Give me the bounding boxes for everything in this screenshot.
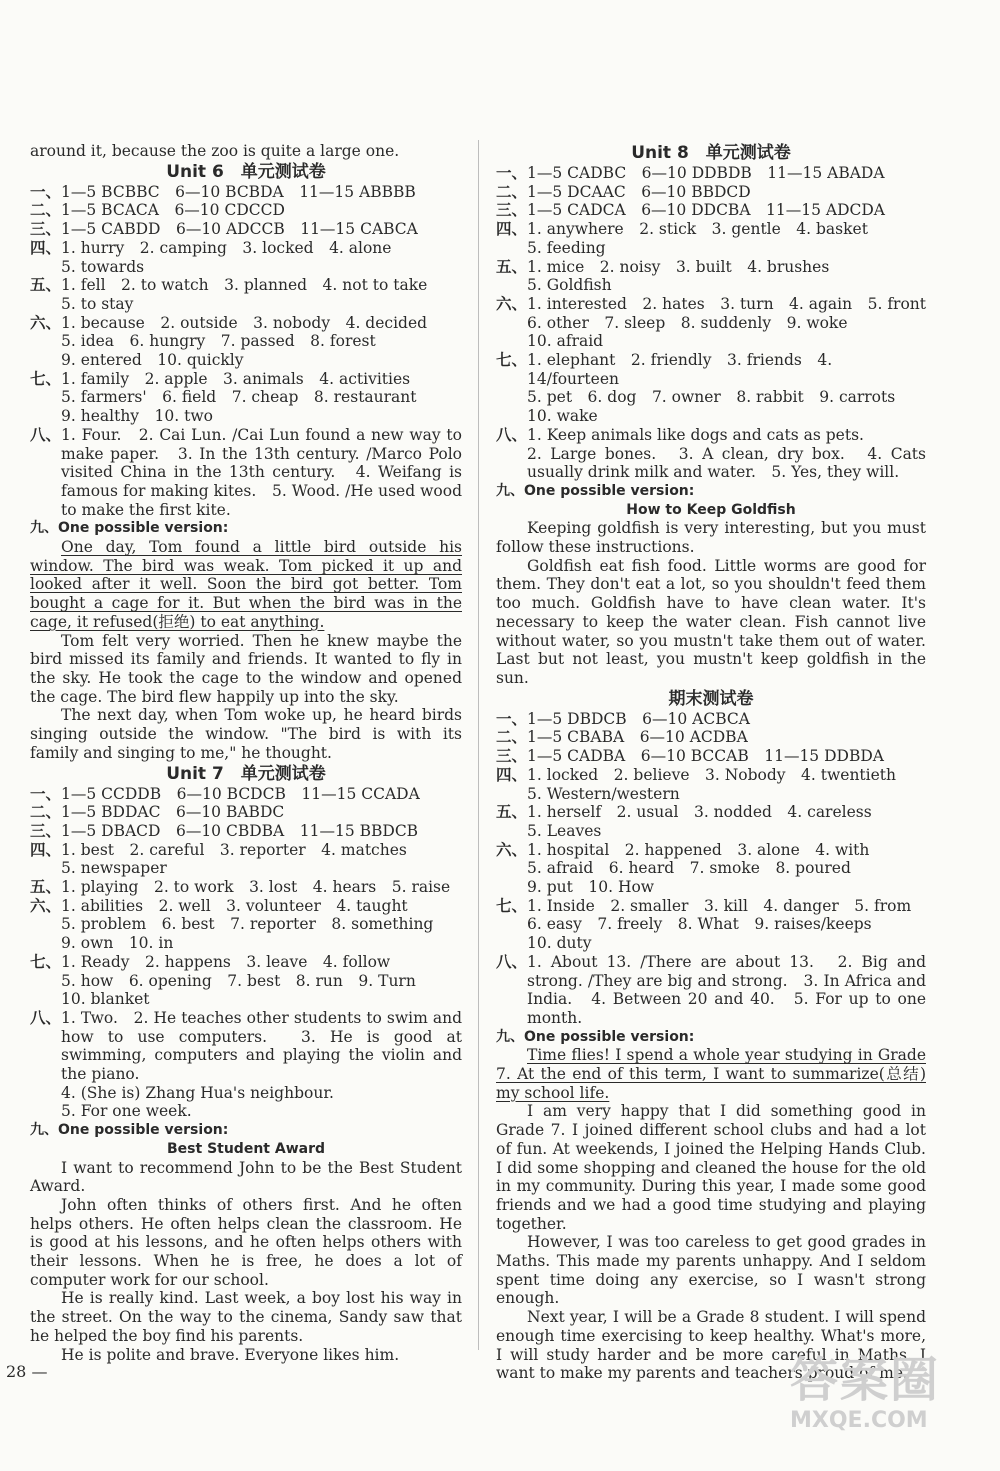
answer-row	[496, 953, 926, 1028]
answer-text: 5. problem 6. best 7. reporter 8. something	[61, 915, 434, 934]
answer-text: 1—5 DBACD 6—10 CBDBA 11—15 BBDCB	[61, 821, 419, 840]
answer-row	[30, 314, 462, 370]
answer-text: 10. blanket	[61, 990, 150, 1009]
section-number: 六、	[30, 895, 62, 915]
section-number: 四、	[30, 237, 62, 257]
right-column	[496, 142, 926, 1383]
answer-text: 5. towards	[61, 257, 145, 276]
answer-row	[30, 183, 462, 202]
answer-text: 9. put 10. How	[527, 878, 655, 897]
section-number: 五、	[496, 256, 528, 276]
answer-row	[30, 897, 462, 953]
answer-text: 1. locked 2. believe 3. Nobody 4. twentieth	[527, 765, 896, 784]
unit8-answers	[496, 164, 926, 482]
answer-row	[30, 785, 462, 804]
section-number: 二、	[30, 200, 62, 220]
section-number: 七、	[496, 895, 528, 915]
answer-text: 1. Ready 2. happens 3. leave 4. follow	[61, 952, 391, 971]
watermark-logo	[790, 1341, 970, 1451]
left-column	[30, 142, 462, 1364]
watermark-brand: 答案圈	[790, 1352, 941, 1408]
answer-text: 1. hurry 2. camping 3. locked 4. alone	[61, 238, 392, 257]
essay-paragraph: Keeping goldfish is very interesting, but you must follow these instructions.	[496, 519, 926, 557]
answer-row	[496, 258, 926, 295]
section-number: 一、	[496, 708, 528, 728]
version-heading: 九、One possible version:	[30, 520, 229, 537]
essay-paragraph: I am very happy that I did something good in Grade 7. I joined different school clubs and had a lot of fun. At weekends, I joined the Helping Hands Club. I did some shopping and cleaned the house for the old in my community. During this year, I made some good friends and we had a good time studying and playing together.	[496, 1102, 926, 1233]
final-answers	[496, 710, 926, 1028]
section-number: 二、	[496, 181, 528, 201]
answer-text: 1—5 BCACA 6—10 CDCCD	[61, 201, 285, 220]
answer-row	[496, 897, 926, 953]
answer-row	[30, 426, 462, 520]
essay-paragraph: Next year, I will be a Grade 8 student. I will spend enough time exercising to keep healthy. What's more, I will study harder and be more careful in Maths. I want to make my parents and teachers proud of me.	[496, 1308, 926, 1383]
answer-row	[496, 351, 926, 426]
column-divider	[478, 140, 479, 1350]
answer-text: 1. Two. 2. He teaches other students to swim and how to use computers. 3. He is good at swimming, computers and playing the violin and the piano.	[61, 1008, 462, 1084]
essay-paragraph: The next day, when Tom woke up, he heard birds singing outside the window. "The bird is with its family and singing to me," he thought.	[30, 706, 462, 762]
answer-text: 1. fell 2. to watch 3. planned 4. not to take	[61, 276, 428, 295]
section-number: 四、	[30, 839, 62, 859]
section-number: 五、	[30, 877, 62, 897]
answer-row	[496, 710, 926, 729]
answer-row	[30, 1009, 462, 1121]
answer-text: 1. Four. 2. Cai Lun. /Cai Lun found a new way to make paper. 3. In the 13th century. /Marco Polo visited China in the 13th century. 4. Weifang is famous for making kites. 5. Wood. /He used wood to make the first kite.	[61, 425, 462, 519]
section-number: 七、	[496, 350, 528, 370]
essay-title: Best Student Award	[167, 1140, 325, 1157]
answer-text: 10. afraid	[527, 332, 604, 351]
answer-text: 1. hospital 2. happened 3. alone 4. with	[527, 840, 870, 859]
section-number: 一、	[30, 783, 62, 803]
unit6-answers	[30, 183, 462, 520]
answer-text: 5. pet 6. dog 7. owner 8. rabbit 9. carrots	[527, 388, 896, 407]
section-number: 六、	[30, 312, 62, 332]
answer-text: 1—5 CADCA 6—10 DDCBA 11—15 ADCDA	[527, 201, 885, 220]
answer-text: 1. About 13. /There are about 13. 2. Big and strong. /They are big and strong. 3. In Africa and India. 4. Between 20 and 40. 5. For up to one month.	[527, 952, 926, 1027]
section-number: 八、	[496, 424, 528, 444]
answer-row	[496, 728, 926, 747]
answer-row	[30, 841, 462, 878]
answer-row	[496, 426, 926, 482]
answer-row	[496, 295, 926, 351]
answer-text: 1—5 CABDD 6—10 ADCCB 11—15 CABCA	[61, 220, 418, 239]
section-number: 六、	[496, 293, 528, 313]
section-number: 二、	[30, 802, 62, 822]
answer-text: 1. herself 2. usual 3. nodded 4. careless	[527, 803, 872, 822]
version-heading: 九、One possible version:	[496, 482, 695, 499]
section-number: 七、	[30, 368, 62, 388]
essay-paragraph: I want to recommend John to be the Best Student Award.	[30, 1158, 462, 1196]
answer-row	[30, 201, 462, 220]
version-heading: 九、One possible version:	[30, 1122, 229, 1139]
answer-text: 1. family 2. apple 3. animals 4. activities	[61, 369, 411, 388]
answer-text: 6. other 7. sleep 8. suddenly 9. woke	[527, 313, 848, 332]
section-number: 二、	[496, 727, 528, 747]
section-number: 三、	[496, 746, 528, 766]
essay-paragraph: Tom felt very worried. Then he knew maybe the bird missed its family and friends. It wanted to fly in the sky. He took the cage to the window and opened the cage. The bird flew happily up into the sky.	[30, 631, 462, 706]
section-number: 八、	[496, 951, 528, 971]
answer-text: 5. Leaves	[527, 821, 602, 840]
answer-text: 1. anywhere 2. stick 3. gentle 4. basket	[527, 220, 868, 239]
answer-row	[496, 803, 926, 840]
answer-text: 1—5 CADBC 6—10 DDBDB 11—15 ABADA	[527, 164, 885, 182]
unit8-title: Unit 8 单元测试卷	[631, 143, 791, 163]
answer-text: 9. own 10. in	[61, 934, 174, 953]
section-number: 七、	[30, 951, 62, 971]
section-number: 四、	[496, 764, 528, 784]
answer-text: 5. For one week.	[61, 1102, 192, 1121]
answer-row	[30, 239, 462, 276]
answer-text: 5. afraid 6. heard 7. smoke 8. poured	[527, 859, 851, 878]
answer-row	[496, 183, 926, 202]
watermark-site: MXQE.COM	[790, 1408, 928, 1433]
answer-text: 6. easy 7. freely 8. What 9. raises/keeps	[527, 915, 872, 934]
answer-text: 1—5 DCAAC 6—10 BBDCD	[527, 182, 751, 201]
section-number: 三、	[30, 820, 62, 840]
answer-text: 5. feeding	[527, 238, 606, 257]
answer-text: 1. mice 2. noisy 3. built 4. brushes	[527, 257, 830, 276]
answer-row	[496, 164, 926, 183]
answer-row	[496, 766, 926, 803]
answer-text: 1. Inside 2. smaller 3. kill 4. danger 5. from	[527, 896, 912, 915]
section-number: 五、	[30, 275, 62, 295]
answer-text: 5. farmers' 6. field 7. cheap 8. restaurant	[61, 388, 417, 407]
answer-text: 5. to stay	[61, 294, 134, 313]
answer-text: 10. duty	[527, 934, 592, 953]
answer-text: 1. interested 2. hates 3. turn 4. again 5. front	[527, 294, 927, 313]
final-exam-title: 期末测试卷	[668, 688, 754, 709]
answer-text: 1—5 DBDCB 6—10 ACBCA	[527, 709, 750, 728]
answer-row	[496, 201, 926, 220]
essay-paragraph: He is polite and brave. Everyone likes him.	[61, 1345, 400, 1364]
answer-row	[30, 276, 462, 313]
essay-paragraph: John often thinks of others first. And he often helps others. He often helps clean the classroom. He is good at his lessons, and he often helps others with their lessons. When he is free, he does a lot of computer work for our school.	[30, 1195, 462, 1289]
answer-text: 1—5 BCBBC 6—10 BCBDA 11—15 ABBBB	[61, 182, 416, 201]
answer-row	[30, 370, 462, 426]
unit7-title: Unit 7 单元测试卷	[166, 763, 326, 784]
essay-paragraph: Goldfish eat fish food. Little worms are good for them. They don't eat a lot, so you shouldn't feed them too much. Goldfish have to have clean water. It's necessary to keep the water clean. Fish cannot live without water, so you mustn't take them out of water. Last but not least, you mustn't keep goldfish in the sun.	[496, 556, 926, 687]
essay-paragraph: One day, Tom found a little bird outside his window. The bird was weak. Tom picked it up and looked after it well. Soon the bird got better. Tom bought a cage for it. But when the bird was in the cage, it refused(拒绝) to eat anything.	[30, 538, 462, 631]
section-number: 八、	[30, 1007, 62, 1027]
version-heading: 九、One possible version:	[496, 1028, 695, 1045]
answer-row	[496, 747, 926, 766]
intro-line: around it, because the zoo is quite a large one.	[30, 142, 400, 160]
section-number: 八、	[30, 424, 62, 444]
section-number: 六、	[496, 839, 528, 859]
essay-paragraph: He is really kind. Last week, a boy lost his way in the street. On the way to the cinema, Sandy saw that he helped the boy find his parents.	[30, 1289, 462, 1345]
answer-row	[30, 220, 462, 239]
answer-text: 5. newspaper	[61, 859, 167, 878]
answer-text: 1. Keep animals like dogs and cats as pets.	[527, 425, 864, 444]
answer-text: 5. Goldfish	[527, 276, 612, 295]
section-number: 一、	[496, 163, 528, 182]
answer-text: 4. (She is) Zhang Hua's neighbour.	[61, 1083, 334, 1102]
answer-row	[30, 803, 462, 822]
answer-text: 1—5 CCDDB 6—10 BCDCB 11—15 CCADA	[61, 784, 420, 803]
page-number: 28 —	[6, 1362, 48, 1381]
answer-text: 2. Large bones. 3. A clean, dry box. 4. Cats usually drink milk and water. 5. Yes, they will.	[527, 444, 926, 482]
answer-row	[30, 953, 462, 1009]
answer-text: 1. best 2. careful 3. reporter 4. matches	[61, 840, 407, 859]
answer-text: 1. playing 2. to work 3. lost 4. hears 5. raise	[61, 878, 451, 897]
answer-text: 1—5 CBABA 6—10 ACDBA	[527, 728, 748, 747]
answer-text: 5. idea 6. hungry 7. passed 8. forest	[61, 332, 376, 351]
answer-row	[496, 220, 926, 257]
answer-text: 1. because 2. outside 3. nobody 4. decided	[61, 313, 428, 332]
unit6-title: Unit 6 单元测试卷	[166, 161, 326, 182]
answer-row	[496, 841, 926, 897]
section-number: 一、	[30, 181, 62, 201]
section-number: 四、	[496, 219, 528, 239]
answer-text: 1—5 BDDAC 6—10 BABDC	[61, 803, 285, 822]
essay-title: How to Keep Goldfish	[626, 501, 796, 518]
essay-paragraph: However, I was too careless to get good grades in Maths. This made my parents unhappy. And I seldom spent time doing any exercise, so I wasn't strong enough.	[496, 1233, 926, 1308]
answer-text: 9. healthy 10. two	[61, 407, 213, 426]
unit7-answers	[30, 785, 462, 1122]
answer-row	[30, 822, 462, 841]
section-number: 五、	[496, 802, 528, 822]
section-number: 三、	[30, 219, 62, 239]
answer-text: 5. Western/western	[527, 784, 680, 803]
essay-paragraph: Time flies! I spend a whole year studying in Grade 7. At the end of this term, I want to summarize(总结) my school life.	[496, 1046, 926, 1102]
answer-text: 9. entered 10. quickly	[61, 351, 244, 370]
answer-text: 1. abilities 2. well 3. volunteer 4. taught	[61, 896, 408, 915]
answer-text: 1—5 CADBA 6—10 BCCAB 11—15 DDBDA	[527, 747, 884, 766]
answer-row	[30, 878, 462, 897]
answer-text: 5. how 6. opening 7. best 8. run 9. Turn	[61, 971, 416, 990]
section-number: 三、	[496, 200, 528, 220]
answer-text: 10. wake	[527, 407, 598, 426]
answer-text: 1. elephant 2. friendly 3. friends 4. 14/fourteen	[527, 351, 833, 388]
